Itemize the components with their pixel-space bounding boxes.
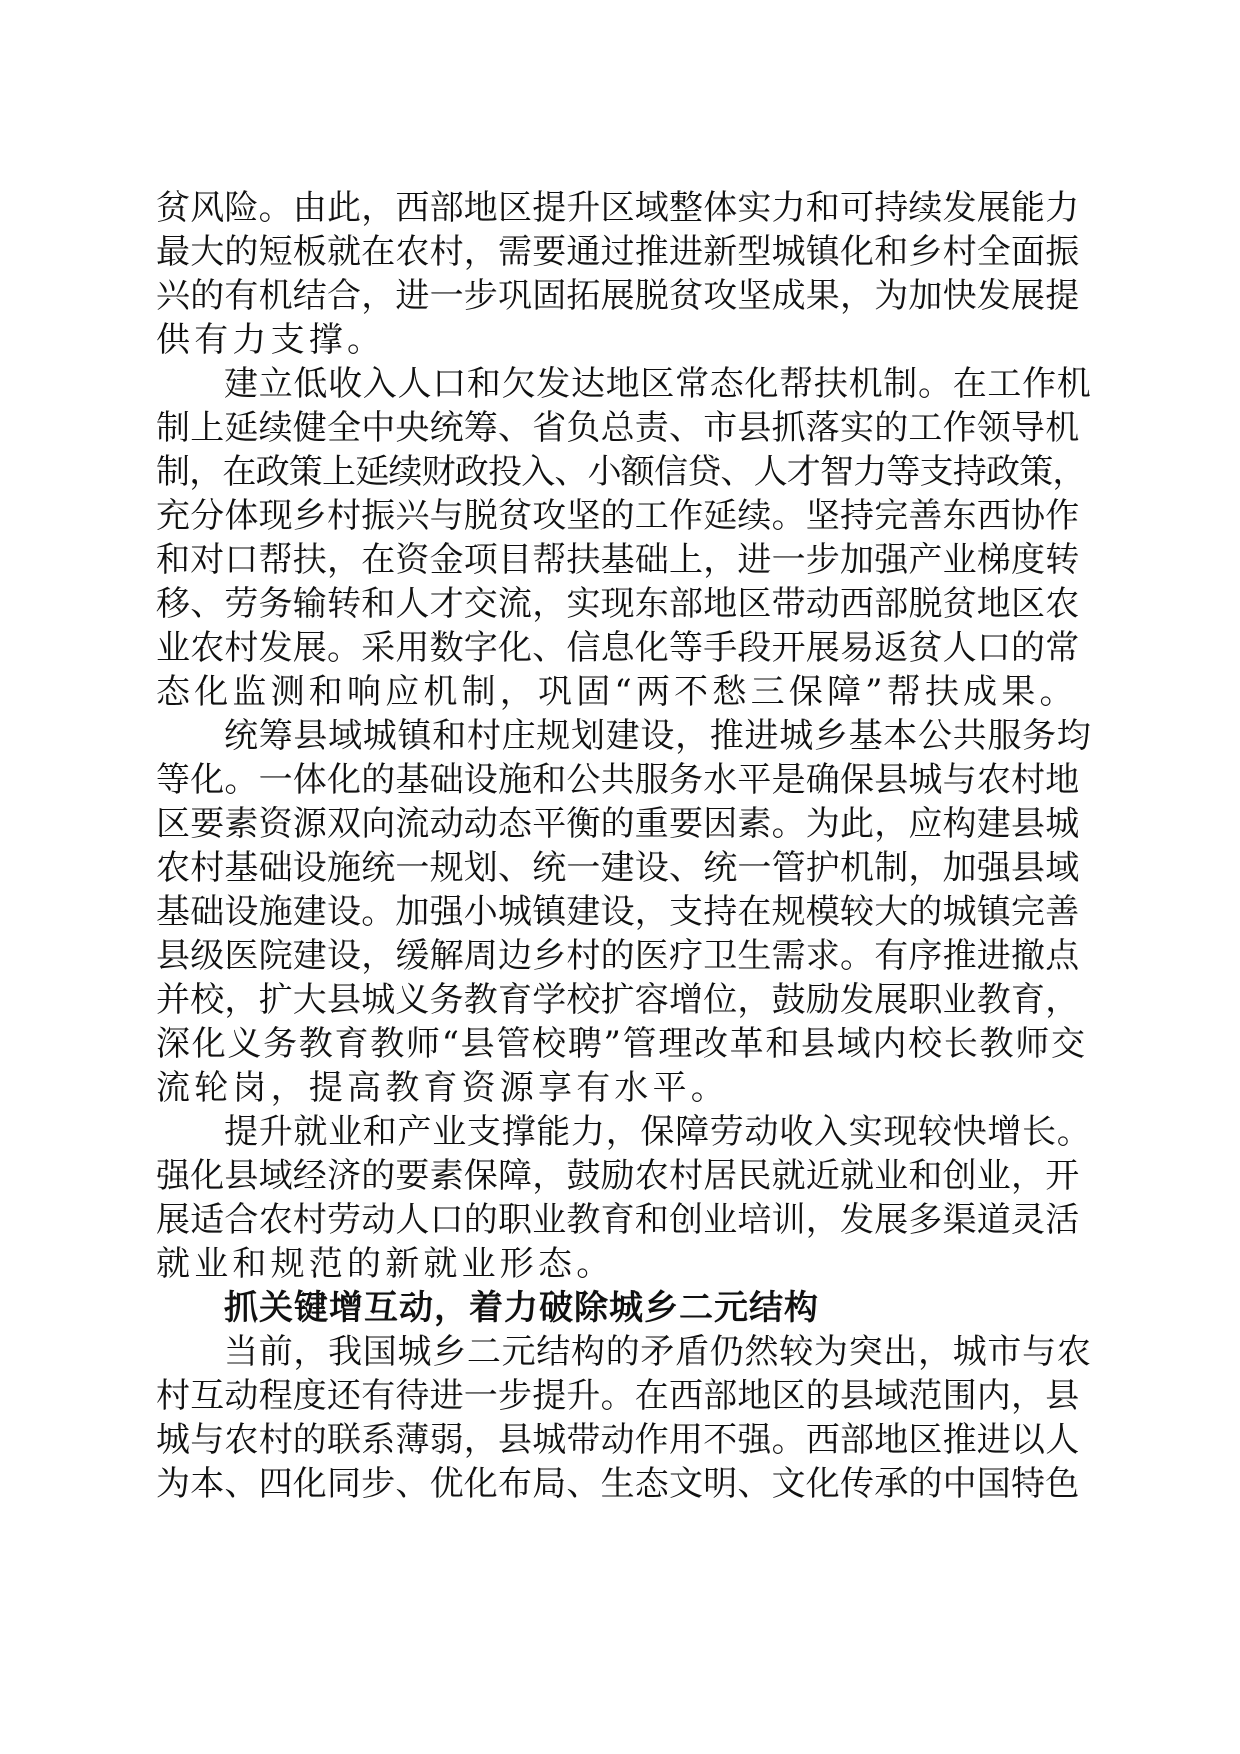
paragraph: [156, 1110, 1092, 1286]
text-line: 移、劳务输转和人才交流，实现东部地区带动西部脱贫地区农: [156, 584, 1080, 624]
paragraph: [156, 714, 1092, 1110]
text-line: 流轮岗，提高教育资源享有水平。: [156, 1068, 729, 1108]
paragraph: [156, 1330, 1092, 1506]
text-line: 县级医院建设，缓解周边乡村的医疗卫生需求。有序推进撤点: [156, 936, 1080, 976]
text-line: 为本、四化同步、优化布局、生态文明、文化传承的中国特色: [156, 1464, 1080, 1504]
text-line: 并校，扩大县城义务教育学校扩容增位，鼓励发展职业教育，: [156, 980, 1080, 1020]
section-heading: [156, 1286, 1092, 1330]
text-line: 展适合农村劳动人口的职业教育和创业培训，发展多渠道灵活: [156, 1200, 1080, 1240]
text-line: 最大的短板就在农村，需要通过推进新型城镇化和乡村全面振: [156, 232, 1080, 272]
text-line: 当前，我国城乡二元结构的矛盾仍然较为突出，城市与农: [224, 1332, 1092, 1372]
text-line: 就业和规范的新就业形态。: [156, 1244, 615, 1284]
text-line: 建立低收入人口和欠发达地区常态化帮扶机制。在工作机: [224, 364, 1092, 404]
text-line: 村互动程度还有待进一步提升。在西部地区的县域范围内，县: [156, 1376, 1080, 1416]
text-line: 和对口帮扶，在资金项目帮扶基础上，进一步加强产业梯度转: [156, 540, 1080, 580]
text-line: 充分体现乡村振兴与脱贫攻坚的工作延续。坚持完善东西协作: [156, 496, 1080, 536]
text-line: 提升就业和产业支撑能力，保障劳动收入实现较快增长。: [224, 1112, 1092, 1152]
paragraph: [156, 362, 1092, 714]
text-line: 深化义务教育教师“县管校聘”管理改革和县域内校长教师交: [156, 1024, 1087, 1064]
text-line: 基础设施建设。加强小城镇建设，支持在规模较大的城镇完善: [156, 892, 1080, 932]
text-line: 统筹县域城镇和村庄规划建设，推进城乡基本公共服务均: [224, 716, 1092, 756]
text-line: 业农村发展。采用数字化、信息化等手段开展易返贫人口的常: [156, 628, 1080, 668]
text-line: 制，在政策上延续财政投入、小额信贷、人才智力等支持政策，: [156, 452, 1086, 492]
text-line: 态化监测和响应机制，巩固“两不愁三保障”帮扶成果。: [156, 672, 1078, 712]
heading-text: 抓关键增互动，着力破除城乡二元结构: [224, 1288, 819, 1328]
text-line: 制上延续健全中央统筹、省负总责、市县抓落实的工作领导机: [156, 408, 1080, 448]
document-body: [156, 186, 1092, 1506]
document-page: [156, 186, 1092, 1506]
paragraph: [156, 186, 1092, 362]
text-line: 农村基础设施统一规划、统一建设、统一管护机制，加强县域: [156, 848, 1080, 888]
text-line: 等化。一体化的基础设施和公共服务水平是确保县城与农村地: [156, 760, 1080, 800]
text-line: 兴的有机结合，进一步巩固拓展脱贫攻坚成果，为加快发展提: [156, 276, 1080, 316]
text-line: 城与农村的联系薄弱，县城带动作用不强。西部地区推进以人: [156, 1420, 1080, 1460]
text-line: 供有力支撑。: [156, 320, 386, 360]
text-line: 区要素资源双向流动动态平衡的重要因素。为此，应构建县城: [156, 804, 1080, 844]
text-line: 强化县域经济的要素保障，鼓励农村居民就近就业和创业，开: [156, 1156, 1080, 1196]
text-line: 贫风险。由此，西部地区提升区域整体实力和可持续发展能力: [156, 188, 1080, 228]
